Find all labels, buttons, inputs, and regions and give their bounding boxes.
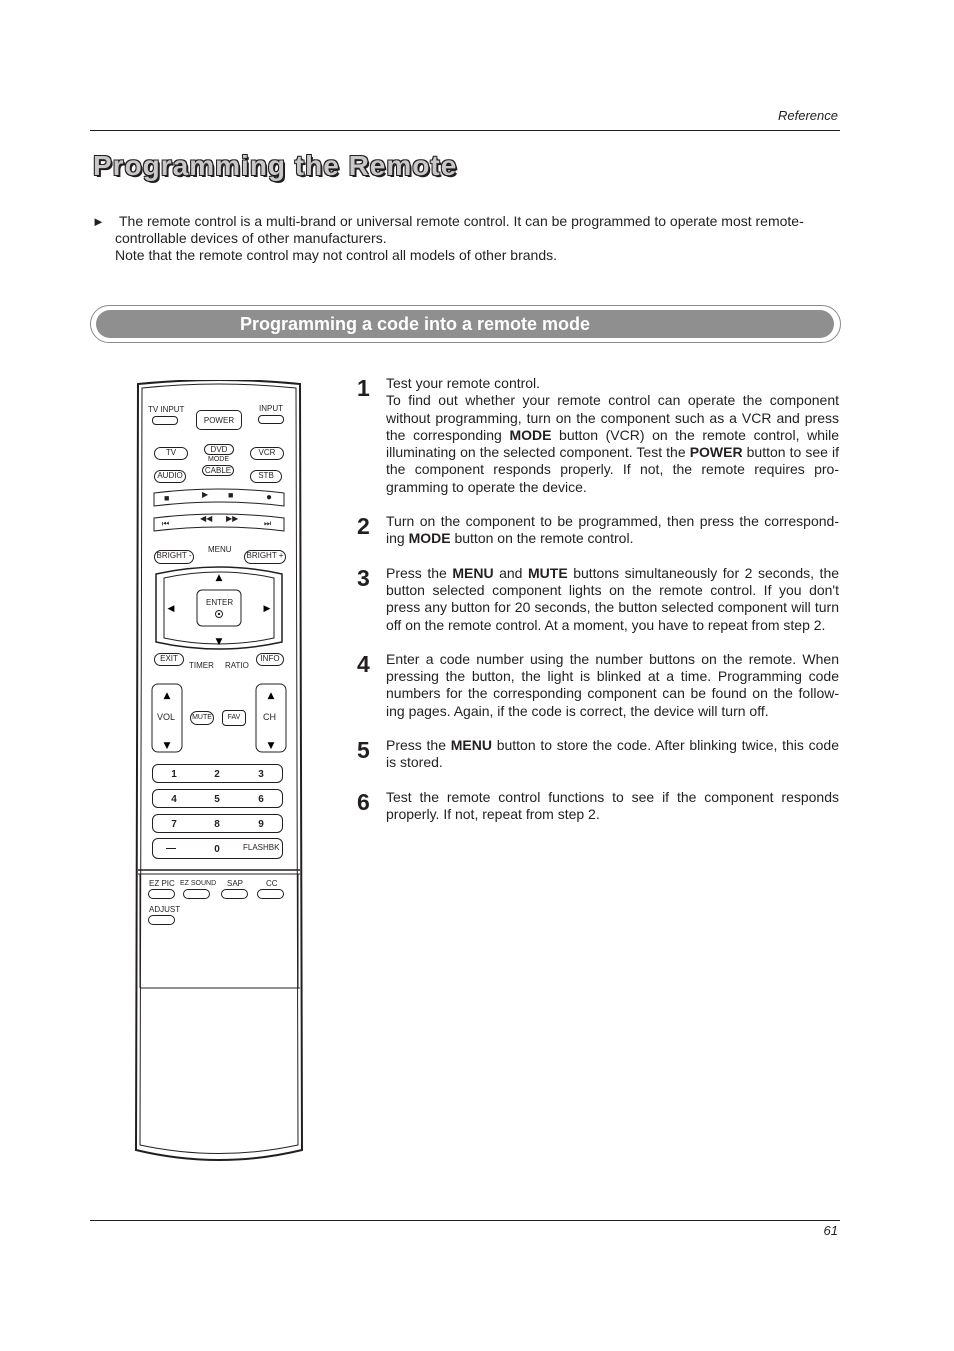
play-icon[interactable]: ▶	[202, 490, 209, 499]
step-4	[357, 651, 839, 720]
dash-button[interactable]: —	[166, 843, 176, 854]
page-number: 61	[823, 1223, 838, 1238]
intro-text: The remote control is a multi-brand or universal remote control. It can be programmed to operate most remote-controllable devices of other manufacturers.	[115, 213, 804, 246]
step-text: Test your remote control. To find out whether your remote control can operate the component without programming, turn on the component such as a VCR and press the corresponding MODE button (VCR) on the remote control, while illuminating on the selected component. Test the POWER button to see if the component responds properly. If not, the remote requires pro-gramming to operate the device.	[386, 375, 839, 495]
number-8-button[interactable]: 8	[214, 819, 220, 830]
sap-label: SAP	[227, 879, 244, 888]
skip-forward-icon[interactable]: ⏭	[264, 519, 272, 528]
number-5-button[interactable]: 5	[214, 794, 220, 805]
footer-rule	[90, 1220, 840, 1221]
intro-note: Note that the remote control may not control all models of other brands.	[115, 247, 558, 263]
ez-sound-label: EZ SOUND	[180, 880, 217, 887]
svg-text:▲: ▲	[215, 573, 223, 583]
fav-button[interactable]: FAV	[222, 710, 246, 726]
ratio-button[interactable]: RATIO	[225, 661, 249, 670]
svg-text:▶: ▶	[263, 604, 271, 614]
stop-icon[interactable]: ■	[164, 493, 170, 503]
step-2	[357, 513, 839, 548]
stb-mode-button[interactable]: STB	[250, 470, 282, 483]
bullet-arrow-icon: ►	[92, 214, 105, 229]
fast-forward-icon[interactable]: ▶▶	[226, 514, 239, 523]
tv-input-label: TV INPUT	[148, 405, 185, 414]
number-9-button[interactable]: 9	[258, 819, 264, 830]
ch-label: CH	[263, 712, 276, 722]
page-title: Programming the Remote	[93, 150, 458, 181]
dvd-mode-button[interactable]: DVD	[204, 444, 234, 455]
step-text: Press the MENU button to store the code. After blinking twice, this code is stored.	[386, 737, 840, 771]
skip-back-icon[interactable]: ⏮	[162, 519, 170, 528]
rewind-icon[interactable]: ◀◀	[200, 514, 213, 523]
svg-text:◀: ◀	[167, 604, 175, 614]
tv-input-button[interactable]	[152, 416, 178, 425]
step-text: Enter a code number using the number buttons on the remote. When pressing the button, the light is blinked at a time. Programming code numbers for the corresponding component can be found on the follow-ing pages. Again, if the code is correct, the device will turn off.	[386, 650, 839, 719]
number-row-1	[152, 764, 283, 783]
number-1-button[interactable]: 1	[171, 769, 177, 780]
number-row-2	[152, 789, 283, 808]
input-label: INPUT	[259, 404, 283, 413]
cable-mode-button[interactable]: CABLE	[202, 465, 234, 476]
number-6-button[interactable]: 6	[258, 794, 264, 805]
section-label: Reference	[778, 108, 838, 123]
vcr-mode-button[interactable]: VCR	[250, 447, 284, 460]
svg-text:▲: ▲	[267, 691, 275, 701]
info-button[interactable]: INFO	[256, 653, 284, 666]
ez-sound-button[interactable]	[183, 889, 210, 899]
intro	[92, 213, 812, 264]
vol-label: VOL	[157, 712, 176, 722]
number-3-button[interactable]: 3	[258, 769, 264, 780]
power-button[interactable]	[196, 410, 242, 430]
svg-text:▲: ▲	[163, 691, 171, 701]
svg-text:▼: ▼	[215, 637, 223, 647]
ez-pic-button[interactable]	[148, 889, 175, 899]
sap-button[interactable]	[221, 889, 248, 899]
svg-text:▼: ▼	[267, 741, 275, 751]
step-text: Test the remote control functions to see if the component responds properly. If not, repeat from step 2.	[386, 788, 839, 822]
audio-mode-button[interactable]: AUDIO	[154, 470, 186, 483]
number-7-button[interactable]: 7	[171, 819, 177, 830]
step-text: Turn on the component to be programmed, then press the correspond-ing MODE button on the remote control.	[386, 513, 839, 547]
steps-list	[357, 375, 839, 840]
bright-plus-button[interactable]: BRIGHT +	[244, 550, 286, 564]
step-number: 1	[357, 375, 370, 401]
input-button[interactable]	[258, 415, 284, 424]
enter-label[interactable]: ENTER	[206, 598, 234, 607]
tv-mode-button[interactable]: TV	[154, 447, 188, 460]
cc-label: CC	[266, 879, 278, 888]
exit-button[interactable]: EXIT	[154, 653, 184, 666]
step-number: 4	[357, 650, 370, 677]
cc-button[interactable]	[257, 889, 284, 899]
number-4-button[interactable]: 4	[171, 794, 177, 805]
step-number: 2	[357, 513, 370, 540]
svg-text:▼: ▼	[163, 741, 171, 751]
mute-button[interactable]: MUTE	[190, 711, 214, 725]
bright-minus-button[interactable]: BRIGHT -	[154, 550, 194, 564]
step-number: 6	[357, 788, 370, 815]
ez-pic-label: EZ PIC	[149, 879, 175, 888]
section-heading: Programming a code into a remote mode	[96, 310, 834, 338]
menu-label: MENU	[208, 545, 232, 554]
remote-control-illustration	[134, 380, 304, 1165]
adjust-button[interactable]	[148, 915, 175, 925]
stop2-icon[interactable]: ■	[228, 490, 234, 500]
section-banner	[90, 305, 841, 343]
timer-button[interactable]: TIMER	[189, 661, 214, 670]
number-row-4	[152, 838, 283, 859]
step-number: 5	[357, 737, 370, 764]
number-row-3	[152, 814, 283, 833]
step-5	[357, 737, 839, 772]
adjust-label: ADJUST	[149, 905, 181, 914]
number-2-button[interactable]: 2	[214, 769, 220, 780]
header-rule	[90, 130, 840, 131]
step-3	[357, 565, 839, 634]
step-6	[357, 789, 839, 824]
number-0-button[interactable]: 0	[214, 844, 220, 855]
step-text: Press the MENU and MUTE buttons simultaneously for 2 seconds, the button selected component lights on the remote control. If you don't press any button for 20 seconds, the button selected component will turn off on the remote control. At a moment, you have to repeat from step 2.	[386, 564, 840, 633]
flashbk-button[interactable]: FLASHBK	[243, 843, 280, 852]
step-1	[357, 375, 839, 496]
mode-label: MODE	[208, 456, 229, 463]
power-label: POWER	[203, 416, 235, 425]
step-number: 3	[357, 564, 370, 591]
record-icon[interactable]: ●	[266, 492, 273, 503]
